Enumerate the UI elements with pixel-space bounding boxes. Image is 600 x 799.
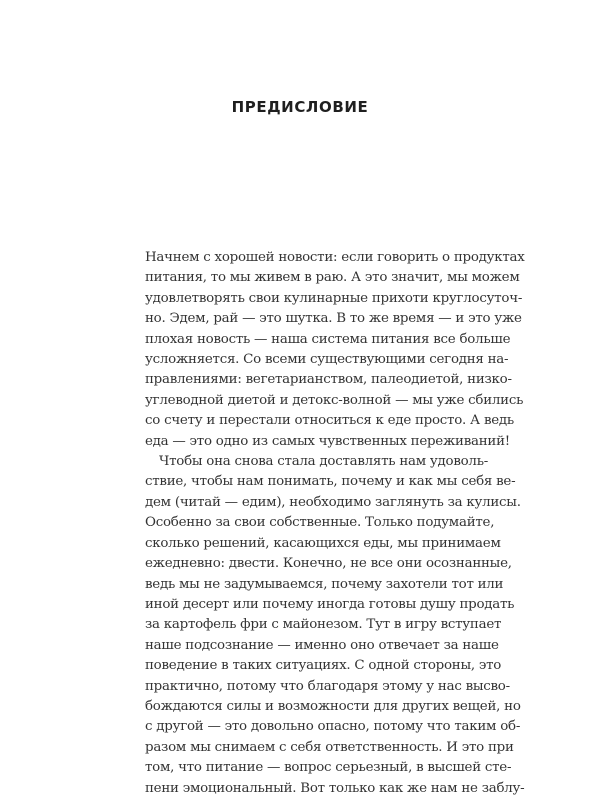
- text-line: пени эмоциональный. Вот только как же нам не заблу-: [145, 780, 525, 796]
- text-line: поведение в таких ситуациях. С одной стороны, это: [145, 658, 502, 674]
- text-line: еда — это одно из самых чувственных переживаний!: [145, 433, 510, 449]
- text-line: Особенно за свои собственные. Только подумайте,: [145, 515, 495, 531]
- text-line: ствие, чтобы нам понимать, почему и как мы себя ве-: [145, 474, 516, 490]
- text-line: разом мы снимаем с себя ответственность. И это при: [145, 739, 514, 755]
- text-line: питания, то мы живем в раю. А это значит, мы можем: [145, 270, 520, 286]
- text-line: ежедневно: двести. Конечно, не все они осознанные,: [145, 556, 512, 572]
- text-line: но. Эдем, рай — это шутка. В то же время — и это уже: [145, 311, 522, 327]
- text-line: углеводной диетой и детокс-волной — мы уже сбились: [145, 392, 524, 408]
- text-line: практично, потому что благодаря этому у нас высво-: [145, 678, 510, 694]
- text-line: Чтобы она снова стала доставлять нам удоволь-: [159, 454, 489, 470]
- text-line: иной десерт или почему иногда готовы душу продать: [145, 596, 515, 612]
- text-line: наше подсознание — именно оно отвечает за наше: [145, 637, 499, 653]
- text-line: Начнем с хорошей новости: если говорить о продуктах: [145, 250, 525, 265]
- text-line: за картофель фри с майонезом. Тут в игру вступает: [145, 617, 502, 633]
- text-line: дем (читай — едим), необходимо заглянуть за кулисы.: [145, 494, 521, 510]
- text-line: правлениями: вегетарианством, палеодиетой, низко-: [145, 372, 512, 388]
- chapter-heading: ПРЕДИСЛОВИЕ: [231, 98, 369, 116]
- text-line: со счету и перестали относиться к еде просто. А ведь: [145, 413, 514, 429]
- text-line: сколько решений, касающихся еды, мы принимаем: [145, 535, 501, 551]
- text-line: том, что питание — вопрос серьезный, в высшей сте-: [145, 760, 512, 776]
- text-line: плохая новость — наша система питания все больше: [145, 331, 511, 347]
- text-line: удовлетворять свои кулинарные прихоти круглосуточ-: [145, 290, 523, 306]
- text-line: с другой — это довольно опасно, потому что таким об-: [145, 719, 521, 735]
- text-line: ведь мы не задумываемся, почему захотели тот или: [145, 576, 504, 592]
- body-text: [145, 248, 525, 799]
- text-line: бождаются силы и возможности для других вещей, но: [145, 698, 521, 714]
- text-line: усложняется. Со всеми существующими сегодня на-: [145, 352, 509, 368]
